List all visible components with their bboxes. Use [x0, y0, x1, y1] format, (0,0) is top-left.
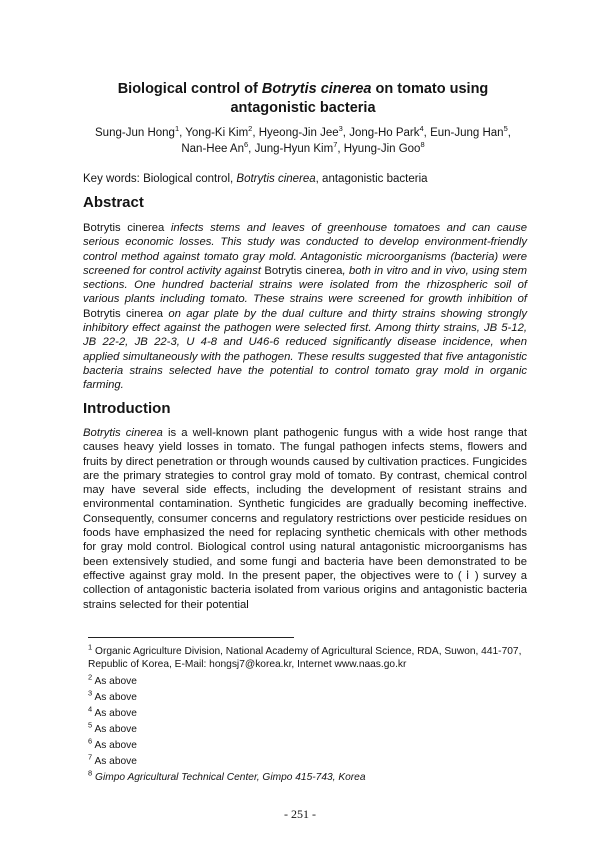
- author-list: Sung-Jun Hong$^1$, Yong-Ki Kim$^2$, Hyeong-Jin Jee$^3$, Jong-Ho Park$^4$, Eun-Jung Han$^5$, Nan-Hee An$^6$, Jung-Hyun Kim$^7$, Hyung-Jin Goo$^8$: [95, 124, 511, 155]
- introduction-heading: Introduction: [83, 400, 171, 417]
- author: Hyung-Jin Goo$^8$: [343, 140, 425, 155]
- paper-title: Biological control of Botrytis cinerea on tomato using antagonistic bacteria: [117, 81, 489, 116]
- abstract-heading: Abstract: [83, 194, 144, 211]
- author: Yong-Ki Kim$^2$: [185, 124, 253, 139]
- footnote: $^3$ As above: [88, 688, 137, 703]
- author: Jong-Ho Park$^4$: [349, 124, 424, 139]
- footnote: $^6$ As above: [88, 736, 137, 751]
- introduction-body: Botrytis cinerea is a well-known plant pathogenic fungus with a wide host range that causes heavy yield losses in tomato. The fungal pathogen infects stems, flowers and fruits by direct penetration or through wounds caused by cultivation practices. Fungicides are the primary strategies to control gray mold of tomato. By contrast, chemical control may have several side effects, including the development of resistant strains and environmental contamination. Synthetic fungicides are gradually becoming ineffective. Consequently, consumer concerns and regulatory restrictions over pesticide residues on foods have emphasized the need for replacing synthetic chemicals with other methods for gray mold control. Biological control using natural antagonistic microorganisms has been extensively studied, and some fungi and bacteria have been demonstrated to be effective against gray mold. In the present paper, the objectives were to ( ⅰ ) survey a collection of antagonistic bacteria isolated from various origins and antagonistic bacteria strains selected for their potential: [83, 427, 527, 611]
- footnote: $^1$ Organic Agriculture Division, National Academy of Agricultural Science, RDA, Suwon, 441-707, Republic of Korea, E-Mail: hongsj7@korea.kr, Internet www.naas.go.kr: [88, 642, 522, 670]
- footnote: $^4$ As above: [88, 704, 137, 719]
- footnote-divider: [88, 637, 294, 638]
- author: Sung-Jun Hong$^1$: [95, 124, 180, 139]
- author: Eun-Jung Han$^5$: [430, 124, 508, 139]
- author: Nan-Hee An$^6$: [181, 140, 249, 155]
- page-number: - 251 -: [284, 807, 316, 821]
- author: Jung-Hyun Kim$^7$: [254, 140, 338, 155]
- footnote: $^2$ As above: [88, 672, 137, 687]
- abstract-body: Botrytis cinerea infects stems and leaves of greenhouse tomatoes and can cause serious economic losses. This study was conducted to develop environment-friendly control method against tomato gray mold. Antagonistic microorganisms (bacteria) were screened for control activity against Botrytis cinerea, both in vitro and in vivo, using stem sections. One hundred bacterial strains were isolated from the rhizospheric soil of various plants including tomato. These strains were screened for growth inhibition of Botrytis cinerea on agar plate by the dual culture and thirty strains showing strongly inhibitory effect against the pathogen were selected first. Among thirty strains, JB 5-12, JB 22-2, JB 22-3, U 4-8 and U46-6 reduced significantly disease incidence, when applied simultaneously with the pathogen. These results suggested that five antagonistic bacteria strains selected have the potential to control tomato gray mold in organic farming.: [83, 222, 527, 392]
- footnote: $^8$ Gimpo Agricultural Technical Center, Gimpo 415-743, Korea: [88, 768, 366, 783]
- keywords: Key words: Biological control, Botrytis cinerea, antagonistic bacteria: [83, 173, 428, 185]
- author: Hyeong-Jin Jee$^3$: [258, 124, 343, 139]
- footnotes: [88, 642, 528, 787]
- footnote: $^7$ As above: [88, 752, 137, 767]
- footnote: $^5$ As above: [88, 720, 137, 735]
